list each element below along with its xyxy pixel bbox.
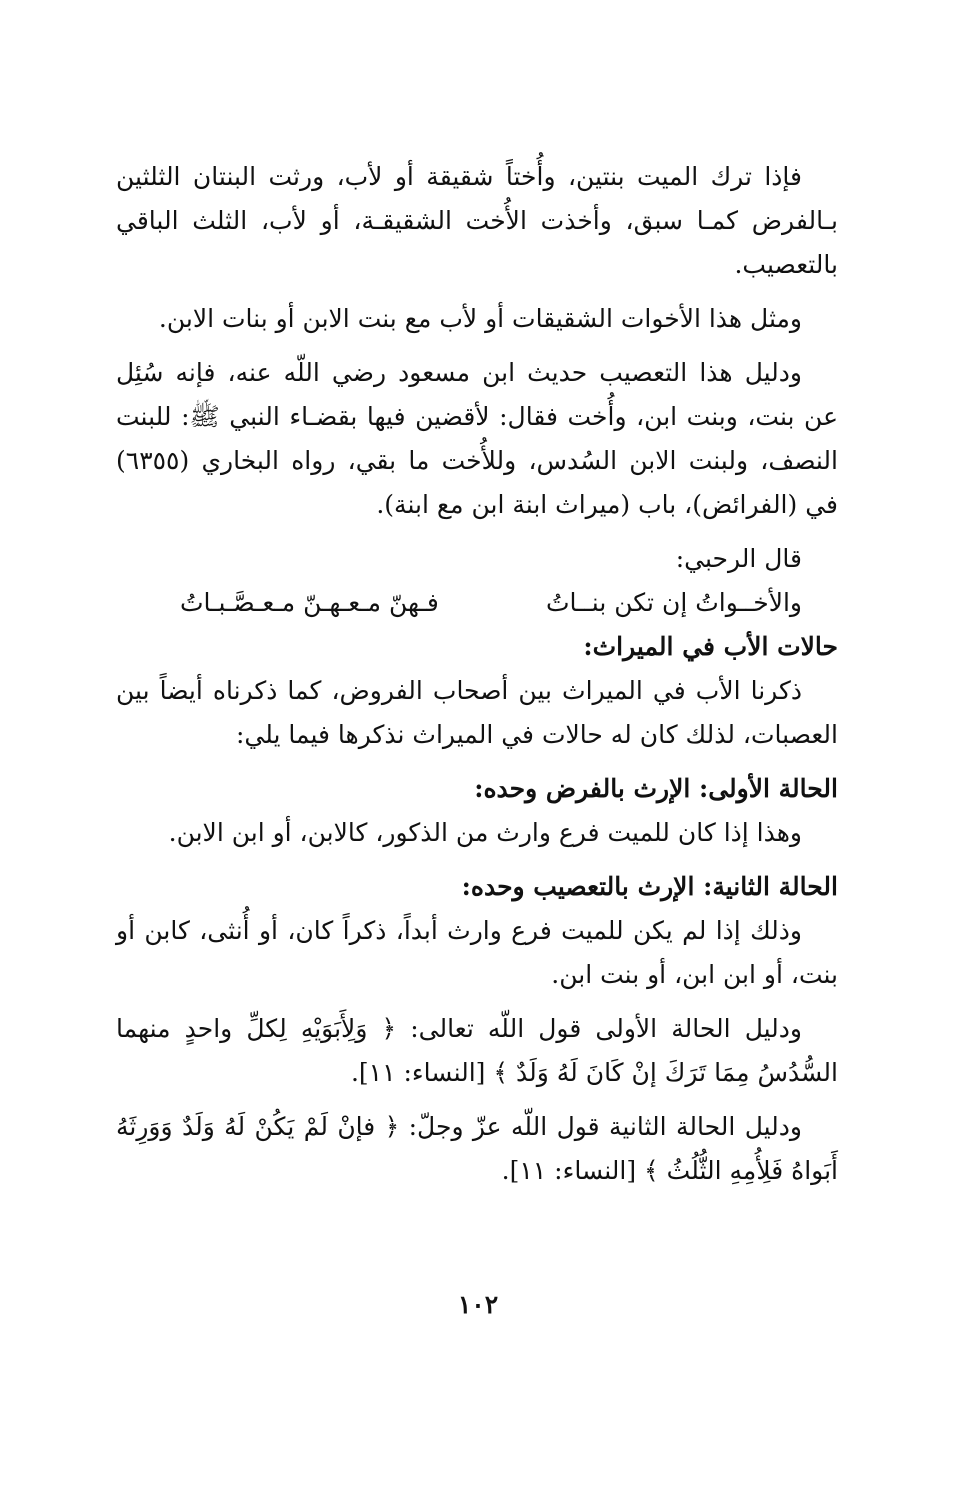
case-one-heading: الحالة الأولى: الإرث بالفرض وحده: [474, 774, 838, 803]
verse-intro: قال الرحبي: [675, 544, 802, 573]
section-heading: حالات الأب في الميراث: [583, 632, 838, 661]
paragraph-evidence-hadith: ودليل هذا التعصيب حديث ابن مسعود رضي اللّه عنه، فإنه سُئِل عن بنت، وبنت ابن، وأُخت فقال: لأقضين فيها بقضـاء النبي ﷺ: للبنت النصف، ولبنت الابن السُدس، وللأُخت ما بقي، رواه البخاري (٦٣٥٥) في (الفرائض)، باب (ميراث ابنة ابن مع ابنة). [116, 358, 839, 519]
page-number: ١٠٢ [457, 1290, 499, 1319]
case-two-proof: ودليل الحالة الثانية قول اللّه عزّ وجلّ: ﴿ فإنْ لَمْ يَكُنْ لَهُ وَلَدٌ وَوَرِثَهُ أَبَواهُ فَلِأُمِهِ الثُّلُثُ ﴾ [النساء: ١١]. [116, 1112, 838, 1185]
case-two-text: وذلك إذا لم يكن للميت فرع وارث أبداً، ذكراً كان، أو أُنثى، كابن أو بنت، أو ابن ابن، أو بنت ابن. [116, 916, 838, 989]
page-body [116, 155, 838, 1203]
verse-line [116, 581, 838, 625]
case-one-text: وهذا إذا كان للميت فرع وارث من الذكور، كالابن، أو ابن الابن. [168, 818, 802, 847]
section-intro: ذكرنا الأب في الميراث بين أصحاب الفروض، كما ذكرناه أيضاً بين العصبات، لذلك كان له حالات في الميراث نذكرها فيما يلي: [116, 676, 838, 749]
case-two-heading: الحالة الثانية: الإرث بالتعصيب وحده: [461, 872, 838, 901]
paragraph-full-sisters: ومثل هذا الأخوات الشقيقات أو لأب مع بنت الابن أو بنات الابن. [158, 304, 802, 333]
verse-second-hemistich: فـهنّ مـعـهـنّ مـعـصَّـبـاتُ [180, 588, 439, 617]
verse-first-hemistich: والأخــواتُ إن تكن بنــاتُ [545, 588, 802, 617]
case-one-proof: ودليل الحالة الأولى قول اللّه تعالى: ﴿ وَلِأَبَوَيْهِ لِكلِّ واحدٍ منهما السُّدُسُ مِمَا تَرَكَ إنْ كَانَ لَهُ وَلَدٌ ﴾ [النساء: ١١]. [116, 1014, 838, 1087]
paragraph-two-daughters: فإذا ترك الميت بنتين، وأُختاً شقيقة أو لأب، ورثت البنتان الثلثين بـالفرض كمـا سبق، وأخذت الأُخت الشقيقـة، أو لأب، الثلث الباقي بالتعصيب. [116, 162, 838, 279]
